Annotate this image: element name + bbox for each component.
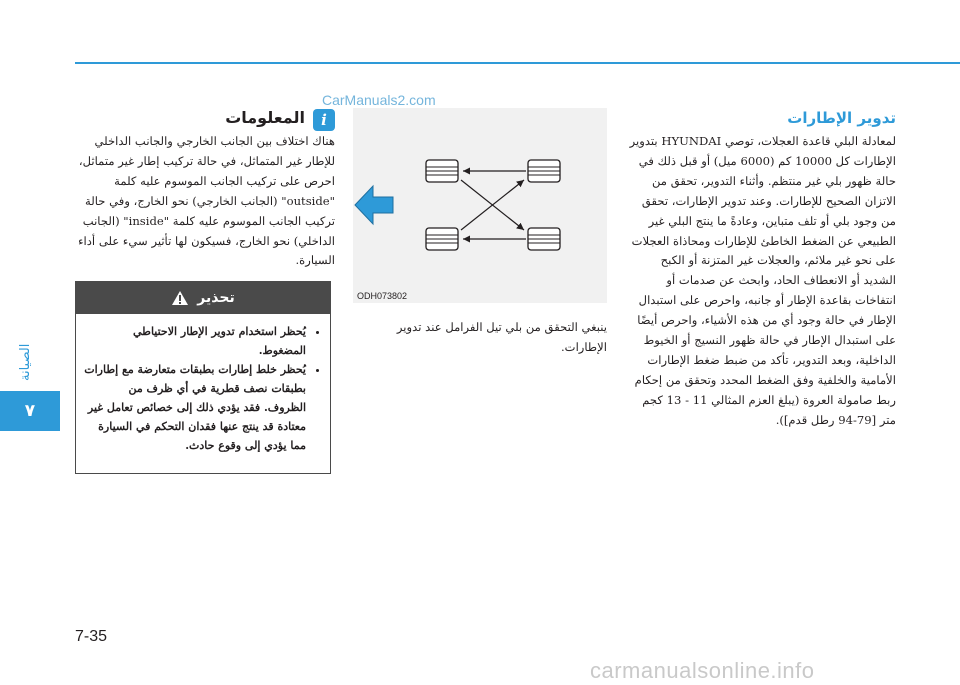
figure-code: ODH073802: [357, 291, 408, 301]
info-header: [75, 108, 335, 132]
page-number: 7-35: [75, 628, 108, 645]
rotation-diagram: [353, 108, 607, 303]
warning-item: • يُحظر خلط إطارات بطبقات متعارضة مع إطارات بطبقات نصف قطرية في أي ظرف من الظروف. فقد يؤدي ذلك إلى خصائص تعامل غير معتادة قد ينتج عنها فقدان التحكم في السيارة مما يؤدي إلى وقوع حادث.: [84, 360, 306, 455]
info-body: هناك اختلاف بين الجانب الخارجي والجانب الداخلي للإطار غير المتماثل، في حالة تركيب إطار غير متماثل، احرص على تركيب الجانب الموسوم عليه كلمة "outside" (الجانب الخارجي) نحو الخارج، وفي حالة تركيب الجانب الموسوم عليه كلمة "inside" (الجانب الداخلي) نحو الخارج، فسيكون لها تأثير سيء على أداء السيارة.: [78, 134, 335, 268]
warning-item: • يُحظر استخدام تدوير الإطار الاحتياطي المضغوط.: [84, 322, 306, 360]
section-title: تدوير الإطارات: [787, 109, 896, 127]
warning-list: [84, 322, 320, 455]
tire-icon: [426, 160, 458, 182]
tire-rotation-figure: [353, 108, 607, 303]
watermark-bottom: carmanualsonline.info: [590, 658, 815, 683]
tire-rotation-section: [626, 108, 896, 431]
warning-title: تحذير: [197, 290, 235, 306]
tire-icon: [528, 228, 560, 250]
watermark-top: CarManuals2.com: [322, 92, 436, 108]
warning-triangle-icon: [171, 290, 189, 306]
section-body: لمعادلة البلي قاعدة العجلات، توصي HYUNDAI بتدوير الإطارات كل 10000 كم (6000 ميل) أو قبل ذلك في حالة ظهور بلي غير منتظم. وأثناء التدوير، تحقق من الاتزان الصحيح للإطارات. وعند تدوير الإطارات، تحقق من وجود بلي أو تلف متباين، وعادةً ما ينتج البلي غير الطبيعي عن الضغط الخاطئ للإطارات ومحاذاة العجلات على نحو غير ملائم، والعجلات غير المتزنة أو الكبح الشديد أو الانعطاف الحاد، وابحث عن صدمات أو انتفاخات بقاعدة الإطار أو جانبه، واحرص على استبدال الإطار في حالة وجود أي من هذه الأشياء، واحرص أيضًا على استبدال الإطار في حالة ظهور النسيج أو الخيوط الداخلية، وبعد التدوير، تأكد من ضبط ضغط الإطارات الأمامية والخلفية وفق الضغط المحدد وتحقق من إحكام ربط صامولة العروة (يبلغ العزم المثالي 11 - 13 كجم متر [79-94 رطل قدم]).: [629, 134, 896, 427]
warning-box: [75, 281, 331, 474]
info-title: المعلومات: [225, 108, 305, 127]
header-rule: [75, 62, 960, 64]
figure-caption: ينبغي التحقق من بلي تيل الفرامل عند تدوير الإطارات.: [396, 320, 607, 354]
tire-icon: [528, 160, 560, 182]
direction-arrow-icon: [355, 186, 393, 224]
chapter-label: الصيانة: [18, 343, 33, 382]
tire-icon: [426, 228, 458, 250]
info-icon: i: [313, 109, 335, 131]
warning-body: [76, 314, 330, 455]
chapter-tab: ٧: [0, 391, 60, 431]
warning-header: [76, 282, 330, 314]
